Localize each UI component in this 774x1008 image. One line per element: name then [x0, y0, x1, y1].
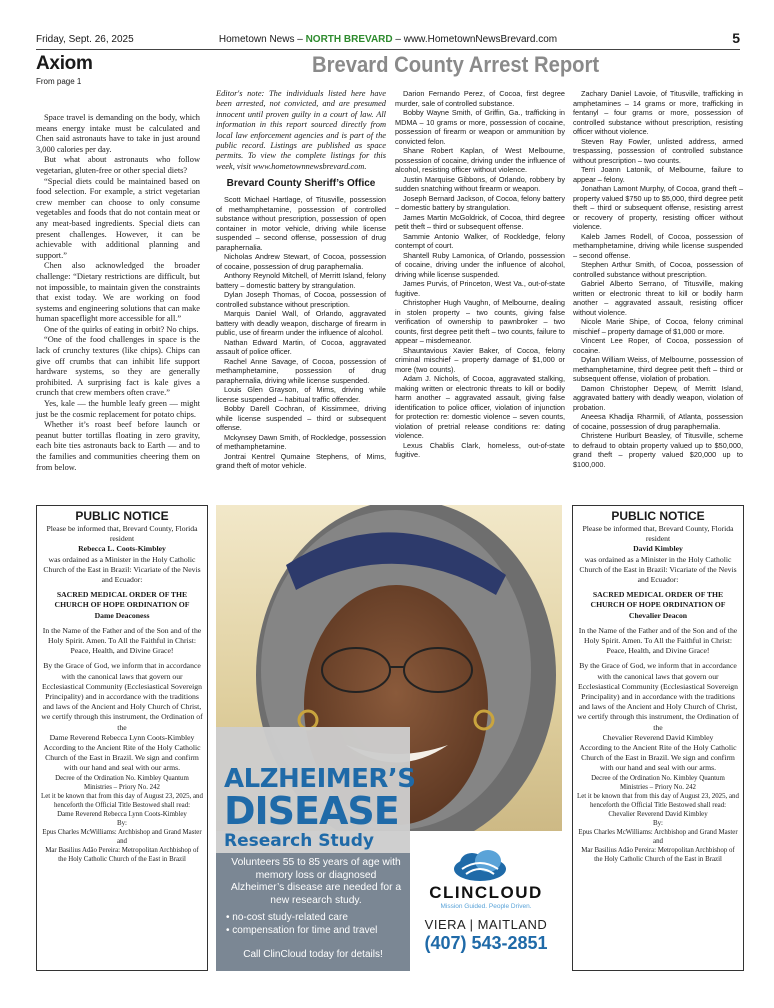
notice-ordinand: Chevalier Reverend David Kimbley — [602, 732, 714, 742]
arrest-report-title: Brevard County Arrest Report — [312, 52, 600, 77]
arrest-entry: Vincent Lee Roper, of Cocoa, possession of cocaine. — [573, 336, 743, 355]
arrest-entry: Marquis Daniel Wall, of Orlando, aggravated battery with deadly weapon, discharge of firearm in public, use of firearm under the influence of alcohol. — [216, 309, 386, 338]
notice-body: By the Grace of God, we inform that in accordance with the canonical laws that govern our Ecclesiastical Community (Ecclesiastical Sovereign Principality) and in accordance with the traditions and laws of the Ancient and Holy Church of Christ, we certify through this instrument, the Ordination of the — [577, 661, 739, 732]
arrest-entry: Bobby Darell Cochran, of Kissimmee, driving while license suspended – third or subsequent offense. — [216, 404, 386, 433]
notice-and: and — [117, 837, 127, 845]
header-rule — [36, 49, 740, 50]
arrest-list — [216, 195, 386, 471]
axiom-article — [36, 113, 200, 473]
arrest-entry: Stephen Arthur Smith, of Cocoa, possession of controlled substance without prescription. — [573, 260, 743, 279]
editor-note: Editor's note: The individuals listed here have been arrested, not convicted, and are presumed innocent until proven guilty in a court of law. All information in this report sourced directly from local law enforcement agencies and is part of the public record. Listings are published as space permits. To view the complete listings for this week, visit www.hometownnewsbrevard.com. — [216, 89, 386, 171]
notice-rite: According to the Ancient Rite of the Holy Catholic Church of the East in Brazil. We sign and confirm with our hand and seal with our arms. — [579, 743, 737, 773]
notice-ordained: was ordained as a Minister in the Holy Catholic Church of the East in Brazil: Vicariate of the Nevis and Ecuador: — [43, 554, 201, 585]
ad-benefits — [226, 911, 406, 937]
arrest-entry: Anthony Reynold Mitchell, of Merritt Island, felony battery – domestic battery by strangulation. — [216, 271, 386, 290]
ad-mission: Mission Guided. People Driven. — [440, 903, 532, 910]
clincloud-logo-icon — [450, 849, 510, 883]
notice-signer: Mar Basilius Adão Pereira: Metropolitan Archbishop of the Holy Catholic Church of the East in Brazil — [45, 846, 199, 863]
arrest-column-1 — [216, 89, 386, 471]
arrest-entry: Justin Marquise Gibbons, of Orlando, robbery by sudden snatching without firearm or weapon. — [395, 174, 565, 193]
axiom-title: Axiom — [36, 53, 93, 74]
arrest-entry: Terri Joann Latonik, of Melbourne, failure to appear – felony. — [573, 165, 743, 184]
arrest-entry: Rachel Anne Savage, of Cocoa, possession of methamphetamine, possession of drug paraphernalia, driving while license suspended. — [216, 356, 386, 385]
arrest-entry: Scott Michael Hartlage, of Titusville, possession of methamphetamine, possession of controlled substance without prescription, possession of open container in motor vehicle, driving while license suspended – second offense, possession of drug paraphernalia. — [216, 195, 386, 252]
arrest-entry: Darion Fernando Perez, of Cocoa, first degree murder, sale of controlled substance. — [395, 89, 565, 108]
arrest-entry: Nicholas Andrew Stewart, of Cocoa, possession of cocaine, possession of drug paraphernalia. — [216, 252, 386, 271]
article-paragraph: Yes, kale — the humble leafy green — might just be the cosmic replacement for potato chips. — [36, 399, 200, 419]
arrest-entry: Dylan Joseph Thomas, of Cocoa, possession of controlled substance without prescription. — [216, 290, 386, 309]
notice-ordinand: Dame Reverend Rebecca Lynn Coots-Kimbley — [49, 732, 195, 742]
arrest-entry: Louis Glen Grayson, of Mims, driving while license suspended – habitual traffic offender. — [216, 385, 386, 404]
arrest-entry: Damon Christopher Depew, of Merritt Island, aggravated battery with deadly weapon, violation of probation. — [573, 383, 743, 412]
notice-title: PUBLIC NOTICE — [75, 509, 169, 523]
arrest-entry: Zachary Daniel Lavoie, of Titusville, trafficking in amphetamines – 14 grams or more, trafficking in fentanyl – four grams or more, possession of controlled substance without prescription, resisting officer without violence. — [573, 89, 743, 136]
ad-brand-name: CLINCLOUD — [429, 883, 543, 902]
arrest-entry: Jontrai Kentrel Qumaine Stephens, of Mims, grand theft of motor vehicle. — [216, 451, 386, 471]
notice-known: Let it be known that from this day of August 23, 2025, and henceforth the Official Title Bestowed shall read: — [41, 792, 203, 809]
notice-official-title: Chevalier Reverend David Kimbley — [608, 810, 708, 818]
article-paragraph: “Special diets could be maintained based on food selection. For example, a strict vegetarian crew member can choose to only consume vegetables and foods that do not contain meat or any meat-based ingredients. Special diets can present challenges. However, it can be achievable with additional planning and support.” — [36, 176, 200, 260]
arrest-entry: Aneesa Khadija Rharmili, of Atlanta, possession of cocaine, possession of drug paraphernalia. — [573, 412, 743, 431]
notice-by: By: — [117, 819, 127, 827]
notice-title: PUBLIC NOTICE — [611, 509, 705, 523]
arrest-entry: James Martin McGoldrick, of Cocoa, third degree petit theft – third or subsequent offense. — [395, 212, 565, 231]
arrest-entry: Christene Hurlburt Beasley, of Titusville, scheme to defraud to obtain property valued up to $50,000, grand theft – property valued $20,000 up to $100,000. — [573, 431, 743, 469]
arrest-entry: Shantell Ruby Lamonica, of Orlando, possession of cocaine, driving under the influence of alcohol, driving while license suspended. — [395, 250, 565, 279]
arrest-entry: Steven Ray Fowler, unlisted address, armed trespassing, possession of controlled substance without prescription – two counts. — [573, 136, 743, 165]
ad-phone-number[interactable]: (407) 543-2851 — [424, 933, 548, 953]
arrest-entry: Joseph Bernard Jackson, of Cocoa, felony battery – domestic battery by strangulation. — [395, 193, 565, 212]
arrest-entry: Christopher Hugh Vaughn, of Melbourne, dealing in stolen property – two counts, giving false verification of ownership to pawnbroker – two counts, first degree petit theft – two counts, failure to appear – misdemeanor. — [395, 298, 565, 345]
ad-benefit-item: • compensation for time and travel — [226, 925, 378, 936]
public-notice-left — [36, 505, 208, 971]
notice-by: By: — [653, 819, 663, 827]
masthead-line — [36, 34, 740, 45]
notice-blessing: In the Name of the Father and of the Son and of the Holy Spirit. Amen. To All the Faithful in Christ: Peace, Health, and Divine Grace! — [578, 625, 738, 656]
paper-name: Hometown News – — [218, 34, 306, 45]
arrest-list — [395, 89, 565, 460]
ad-headline-1: ALZHEIMER’S — [224, 764, 416, 794]
arrest-entry: Gabriel Alberto Serrano, of Titusville, making written or electronic threat to kill or bodily harm another – aggravated assault, resisting officer without violence. — [573, 279, 743, 317]
arrest-entry: Shauntavious Xavier Baker, of Cocoa, felony criminal mischief – property damage of $1,000 or more (two counts). — [395, 345, 565, 374]
arrest-entry: Dylan William Weiss, of Melbourne, possession of methamphetamine, third degree petit theft – third or subsequent offense, violation of probation. — [573, 355, 743, 383]
arrest-entry: James Purvis, of Princeton, West Va., out-of-state fugitive. — [395, 279, 565, 298]
notice-resident-name: Rebecca L. Coots-Kimbley — [78, 544, 166, 554]
arrest-entry: Nathan Edward Martin, of Cocoa, aggravated assault of police officer. — [216, 337, 386, 357]
notice-and: and — [653, 837, 663, 845]
ad-headline-3: Research Study — [224, 831, 374, 851]
notice-intro: Please be informed that, Brevard County, Florida resident — [582, 524, 734, 544]
arrest-entry: Mckynsey Dawn Smith, of Rockledge, possession of methamphetamine. — [216, 432, 386, 452]
ad-benefit-item: • no-cost study-related care — [226, 912, 348, 923]
arrest-column-2 — [395, 89, 565, 460]
notice-resident-name: David Kimbley — [633, 544, 683, 554]
arrest-entry: Nicole Marie Shipe, of Cocoa, felony criminal mischief – property damage of $1,000 or more. — [573, 317, 743, 336]
continued-from: From page 1 — [36, 77, 82, 86]
notice-rank: Chevalier Deacon — [628, 610, 688, 620]
article-paragraph: Whether it’s roast beef before launch or peanut butter tortillas floating in zero gravity, each bite ties astronauts back to Earth — and to the families and communities cheering them on from below. — [36, 420, 200, 472]
notice-intro: Please be informed that, Brevard County, Florida resident — [46, 524, 198, 544]
public-notice-right — [572, 505, 744, 971]
edition-name: NORTH BREVARD — [305, 34, 393, 45]
arrest-entry: Shane Robert Kaplan, of West Melbourne, possession of cocaine, driving under the influence of alcohol, resisting officer without violence. — [395, 146, 565, 174]
notice-signer: Epus Charles McWilliams: Archbishop and Grand Master — [42, 828, 202, 836]
ad-call-to-action: Call ClinCloud today for details! — [243, 949, 383, 960]
page-number: 5 — [732, 30, 740, 46]
notice-known: Let it be known that from this day of August 23, 2025, and henceforth the Official Title Bestowed shall read: — [577, 792, 739, 809]
notice-signer: Mar Basilius Adão Pereira: Metropolitan Archbishop of the Holy Catholic Church of the East in Brazil — [581, 846, 735, 863]
website-link[interactable]: – www.HometownNewsBrevard.com — [392, 34, 558, 45]
notice-order: SACRED MEDICAL ORDER OF THE CHURCH OF HOPE ORDINATION OF — [590, 590, 726, 610]
arrest-entry: Lexus Chablis Clark, homeless, out-of-state fugitive. — [395, 440, 565, 459]
page-header — [36, 30, 740, 48]
notice-order: SACRED MEDICAL ORDER OF THE CHURCH OF HOPE ORDINATION OF — [54, 590, 190, 610]
notice-decree: Decree of the Ordination No. Kimbley Quantum Ministries – Priory No. 242 — [591, 774, 725, 791]
sheriff-office-heading: Brevard County Sheriff’s Office — [226, 178, 376, 190]
ad-volunteers-text: Volunteers 55 to 85 years of age with memory loss or diagnosed Alzheimer’s disease are needed for a new research study. — [230, 857, 402, 906]
notice-decree: Decree of the Ordination No. Kimbley Quantum Ministries – Priory No. 242 — [55, 774, 189, 791]
article-paragraph: Space travel is demanding on the body, which means energy intake must be calculated and Chen said astronauts have to take in just around 3,000 calories per day. — [36, 113, 200, 154]
notice-blessing: In the Name of the Father and of the Son and of the Holy Spirit. Amen. To All the Faithful in Christ: Peace, Health, and Divine Grace! — [42, 625, 202, 656]
alzheimers-ad — [216, 505, 562, 971]
notice-rank: Dame Deaconess — [94, 610, 150, 620]
arrest-entry: Kaleb James Rodell, of Cocoa, possession of methamphetamine, driving while license suspended – second offense. — [573, 231, 743, 260]
notice-body: By the Grace of God, we inform that in accordance with the canonical laws that govern our Ecclesiastical Community (Ecclesiastical Sovereign Principality) and in accordance with the traditions and laws of the Ancient and Holy Church of Christ, we certify through this instrument, the Ordination of the — [41, 661, 203, 732]
notice-signer: Epus Charles McWilliams: Archbishop and Grand Master — [578, 828, 738, 836]
notice-ordained: was ordained as a Minister in the Holy Catholic Church of the East in Brazil: Vicariate of the Nevis and Ecuador: — [579, 554, 737, 585]
notice-rite: According to the Ancient Rite of the Holy Catholic Church of the East in Brazil. We sign and confirm with our hand and seal with our arms. — [43, 743, 201, 773]
arrest-column-3 — [573, 89, 743, 469]
article-paragraph: One of the quirks of eating in orbit? No chips. — [44, 324, 199, 334]
arrest-entry: Sammie Antonio Walker, of Rockledge, felony contempt of court. — [395, 231, 565, 250]
ad-locations: VIERA | MAITLAND — [424, 917, 548, 932]
article-paragraph: Chen also acknowledged the broader challenge: “Dietary restrictions are difficult, but not impossible, to maintain given the constraints that exist today. We are working on food systems and engineering solutions that can make human spaceflight more accessible for all.” — [36, 261, 200, 324]
ad-headline-2: DISEASE — [224, 789, 399, 833]
notice-official-title: Dame Reverend Rebecca Lynn Coots-Kimbley — [57, 810, 187, 818]
arrest-list — [573, 89, 743, 469]
arrest-entry: Bobby Wayne Smith, of Griffin, Ga., trafficking in MDMA – 10 grams or more, possession of cocaine, possession of firearm or weapon or ammunition by convicted felon. — [395, 108, 565, 146]
article-paragraph: “One of the food challenges in space is the lack of crunchy textures (like chips). Chips can give off crumbs that can inhibit life support hardware systems, so they are generally prohibited. A surprising fact is kale gives a crunch that crew members often crave.” — [36, 335, 200, 398]
arrest-entry: Jonathan Lamont Murphy, of Cocoa, grand theft – property valued $750 up to $5,000, third degree petit theft – third or subsequent offense, resisting arrest or recovery of property, resisting officer without violence. — [573, 184, 743, 231]
article-paragraph: But what about astronauts who follow vegetarian, gluten-free or other special diets? — [36, 155, 200, 175]
issue-date: Friday, Sept. 26, 2025 — [36, 34, 134, 45]
arrest-entry: Adam J. Nichols, of Cocoa, aggravated stalking, making written or electronic threats to kill or bodily harm another – aggravated assault, giving false identification to police officer, violation of injunction for protection re: domestic violence – seven counts, violation of pretrial release conditions re: dating violence. — [395, 374, 565, 440]
